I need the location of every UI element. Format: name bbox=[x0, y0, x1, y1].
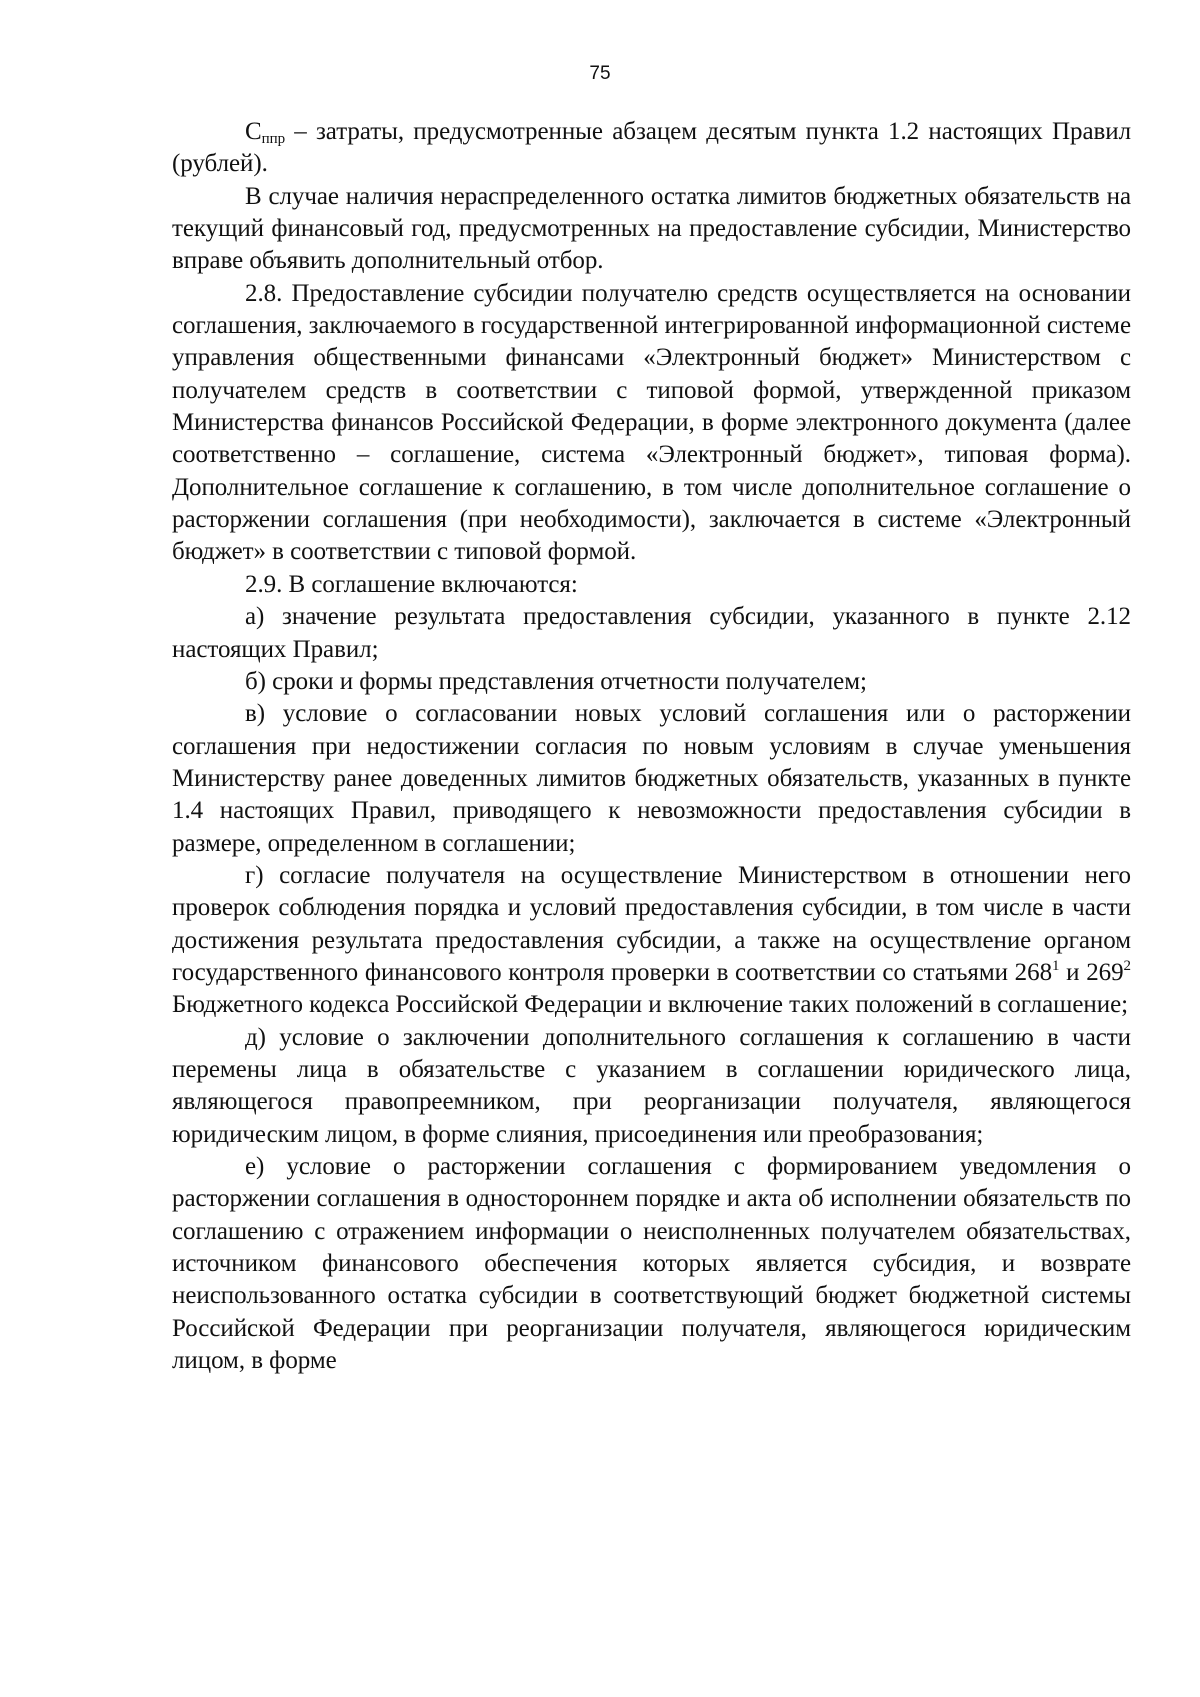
list-item-g-text-3: Бюджетного кодекса Российской Федерации и включение таких положений в соглашение; bbox=[172, 991, 1129, 1019]
cost-definition-text: – затраты, предусмотренные абзацем десятым пункта 1.2 настоящих Правил (рублей). bbox=[172, 118, 1131, 178]
document-body bbox=[172, 116, 1131, 1377]
paragraph-2-8: 2.8. Предоставление субсидии получателю средств осуществляется на основании соглашения, заключаемого в государственной интегрированной информационной системе управления общественными финансами «Электронный бюджет» Министерством с получателем средств в соответствии с типовой формой, утвержденной приказом Министерства финансов Российской Федерации, в форме электронного документа (далее соответственно – соглашение, система «Электронный бюджет», типовая форма). Дополнительное соглашение к соглашению, в том числе дополнительное соглашение о расторжении соглашения (при необходимости), заключается в системе «Электронный бюджет» в соответствии с типовой формой. bbox=[172, 279, 1131, 566]
paragraph-additional-selection: В случае наличия нераспределенного остатка лимитов бюджетных обязательств на текущий финансовый год, предусмотренных на предоставление субсидии, Министерство вправе объявить дополнительный отбор. bbox=[172, 182, 1131, 275]
list-item-d: д) условие о заключении дополнительного соглашения к соглашению в части перемены лица в обязательстве с указанием в соглашении юридического лица, являющегося правопреемником, при реорганизации получателя, являющегося юридическим лицом, в форме слияния, присоединения или преобразования; bbox=[172, 1023, 1131, 1148]
list-item-e: е) условие о расторжении соглашения с формированием уведомления о расторжении соглашения в одностороннем порядке и акта об исполнении обязательств по соглашению с отражением информации о неисполненных получателем обязательствах, источником финансового обеспечения которых является субсидия, и возврате неиспользованного остатка субсидии в соответствующий бюджет бюджетной системы Российской Федерации при реорганизации получателя, являющегося юридическим лицом, в форме bbox=[172, 1153, 1131, 1375]
article-268-superscript: 1 bbox=[1052, 957, 1060, 974]
paragraph-2-9: 2.9. В соглашение включаются: bbox=[245, 570, 578, 598]
paragraph-cost-definition bbox=[172, 116, 1131, 181]
list-item-g-text-1: г) согласие получателя на осуществление Министерством в отношении него проверок соблюдения порядка и условий предоставления субсидии, в том числе в части достижения результата предоставления субсидии, а также на осуществление органом государственного финансового контроля проверки в соответствии со статьями 268 bbox=[172, 861, 1131, 986]
list-item-g bbox=[172, 860, 1131, 1022]
list-item-g-text-2: и 269 bbox=[1059, 958, 1124, 986]
cost-symbol: С bbox=[245, 118, 262, 145]
cost-symbol-subscript: ппр bbox=[261, 131, 286, 147]
list-item-a: а) значение результата предоставления субсидии, указанного в пункте 2.12 настоящих Правил; bbox=[172, 603, 1131, 663]
list-item-v: в) условие о согласовании новых условий соглашения или о расторжении соглашения при недостижении согласия по новым условиям в случае уменьшения Министерству ранее доведенных лимитов бюджетных обязательств, указанных в пункте 1.4 настоящих Правил, приводящего к невозможности предоставления субсидии в размере, определенном в соглашении; bbox=[172, 700, 1131, 857]
page-number: 75 bbox=[589, 63, 611, 84]
list-item-b: б) сроки и формы представления отчетности получателем; bbox=[245, 667, 867, 695]
article-269-superscript: 2 bbox=[1123, 957, 1131, 974]
